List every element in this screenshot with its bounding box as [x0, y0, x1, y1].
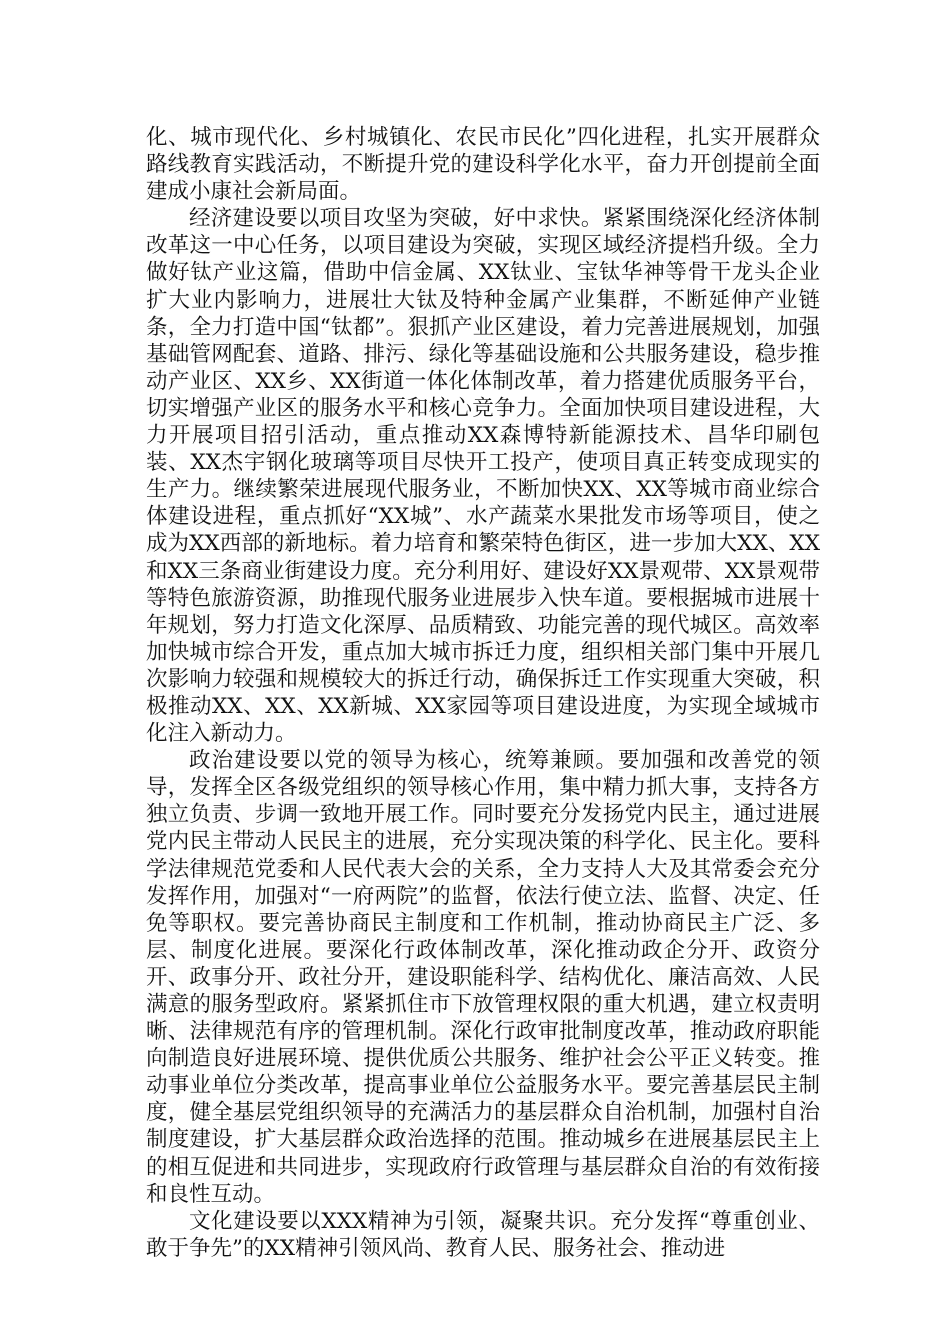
paragraph-economic-construction: 经济建设要以项目攻坚为突破，好中求快。紧紧围绕深化经济体制改革这一中心任务，以项目建设为突破，实现区域经济提档升级。全力做好钛产业这篇，借助中信金属、XX钛业、宝钛华神等骨干龙头企业扩大业内影响力，进展壮大钛及特种金属产业集群，不断延伸产业链条，全力打造中国“钛都”。狠抓产业区建设，着力完善进展规划，加强基础管网配套、道路、排污、绿化等基础设施和公共服务建设，稳步推动产业区、XX乡、XX街道一体化体制改革，着力搭建优质服务平台，切实增强产业区的服务水平和核心竞争力。全面加快项目建设进程，大力开展项目招引活动，重点推动XX森博特新能源技术、昌华印刷包装、XX杰宇钢化玻璃等项目尽快开工投产，使项目真正转变成现实的生产力。继续繁荣进展现代服务业，不断加快XX、XX等城市商业综合体建设进程，重点抓好“XX城”、水产蔬菜水果批发市场等项目，使之成为XX西部的新地标。着力培育和繁荣特色街区，进一步加大XX、XX和XX三条商业街建设力度。充分利用好、建设好XX景观带、XX景观带等特色旅游资源，助推现代服务业进展步入快车道。要根据城市进展十年规划，努力打造文化深厚、品质精致、功能完善的现代城区。高效率加快城市综合开发，重点加大城市拆迁力度，组织相关部门集中开展几次影响力较强和规模较大的拆迁行动，确保拆迁工作实现重大突破，积极推动XX、XX、XX新城、XX家园等项目建设进度，为实现全域城市化注入新动力。 — [146, 206, 820, 747]
paragraph-intro-continuation: 化、城市现代化、乡村城镇化、农民市民化”四化进程，扎实开展群众路线教育实践活动，不断提升党的建设科学化水平，奋力开创提前全面建成小康社会新局面。 — [146, 125, 820, 205]
paragraph-cultural-construction: 文化建设要以XXX精神为引领，凝聚共识。充分发挥“尊重创业、敢于争先”的XX精神引领风尚、教育人民、服务社会、推动进 — [146, 1208, 820, 1261]
document-body — [146, 124, 820, 1262]
paragraph-political-construction: 政治建设要以党的领导为核心，统筹兼顾。要加强和改善党的领导，发挥全区各级党组织的领导核心作用，集中精力抓大事，支持各方独立负责、步调一致地开展工作。同时要充分发扬党内民主，通过进展党内民主带动人民民主的进展，充分实现决策的科学化、民主化。要科学法律规范党委和人民代表大会的关系，全力支持人大及其常委会充分发挥作用，加强对“一府两院”的监督，依法行使立法、监督、决定、任免等职权。要完善协商民主制度和工作机制，推动协商民主广泛、多层、制度化进展。要深化行政体制改革，深化推动政企分开、政资分开、政事分开、政社分开，建设职能科学、结构优化、廉洁高效、人民满意的服务型政府。紧紧抓住市下放管理权限的重大机遇，建立权责明晰、法律规范有序的管理机制。深化行政审批制度改革，推动政府职能向制造良好进展环境、提供优质公共服务、维护社会公平正义转变。推动事业单位分类改革，提高事业单位公益服务水平。要完善基层民主制度，健全基层党组织领导的充满活力的基层群众自治机制，加强村自治制度建设，扩大基层群众政治选择的范围。推动城乡在进展基层民主上的相互促进和共同进步，实现政府行政管理与基层群众自治的有效衔接和良性互动。 — [146, 748, 820, 1207]
